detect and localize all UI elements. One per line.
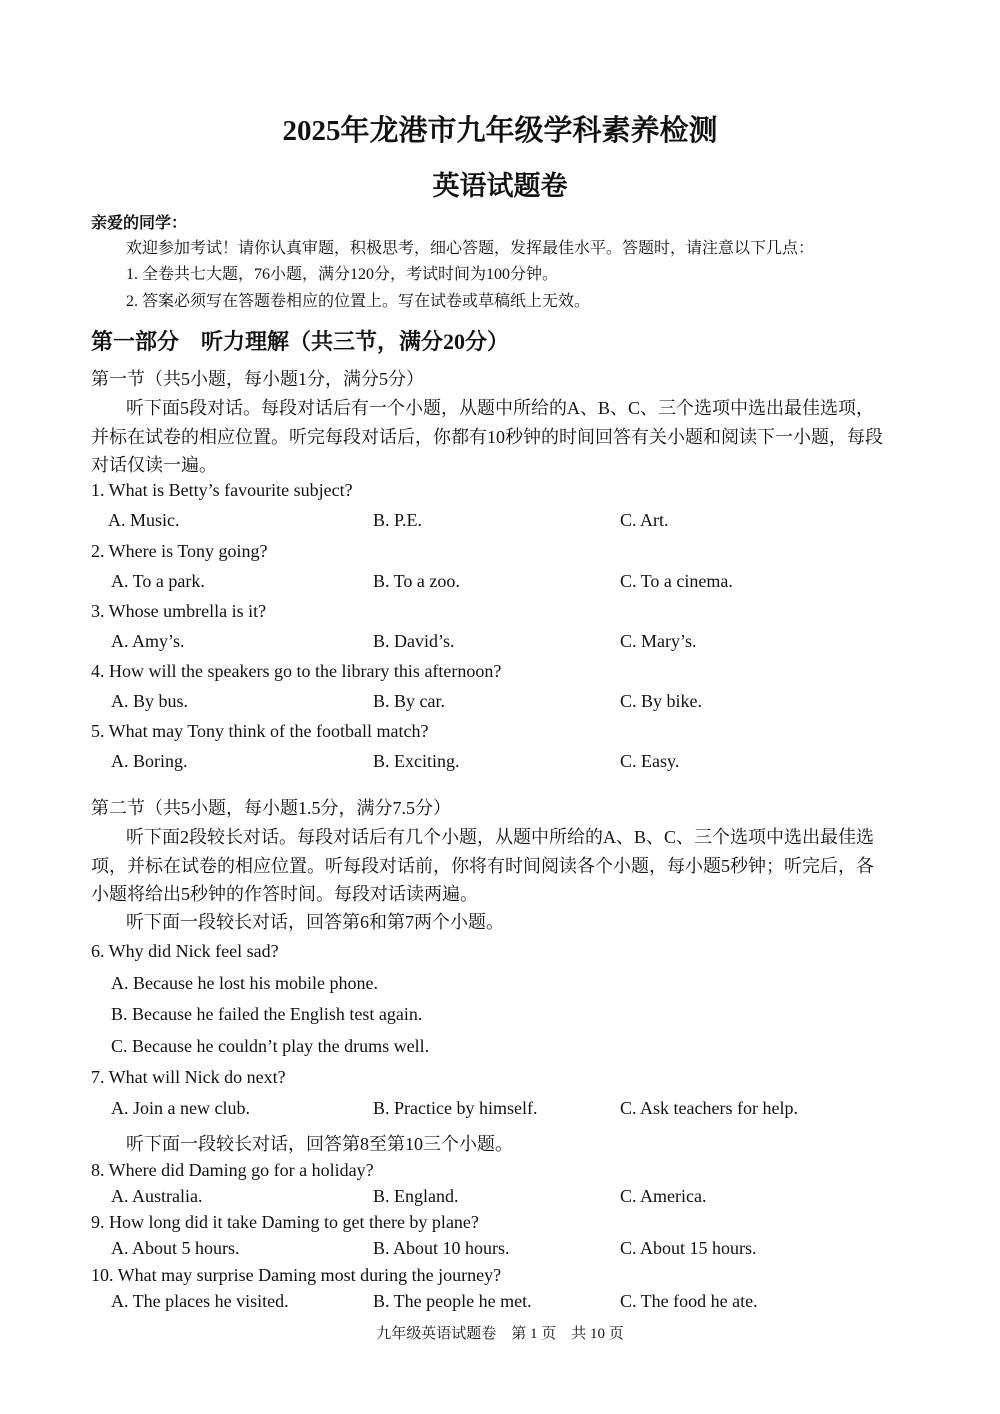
option-c: C. Ask teachers for help. (620, 1098, 798, 1118)
option-b: B. Because he failed the English test again. (111, 1004, 423, 1024)
option-b: B. The people he met. (373, 1291, 532, 1311)
option-c: C. Mary’s. (620, 631, 697, 651)
sec2-instr: 小题将给出5秒钟的作答时间。每段对话读两遍。 (91, 884, 478, 904)
page-footer: 九年级英语试题卷 第 1 页 共 10 页 (376, 1326, 624, 1342)
option-b: B. Exciting. (373, 751, 460, 771)
question: 2. Where is Tony going? (91, 541, 268, 561)
question: 1. What is Betty’s favourite subject? (91, 480, 353, 500)
option-c: C. By bike. (620, 691, 703, 711)
question: 8. Where did Daming go for a holiday? (91, 1160, 374, 1180)
option-a: A. Amy’s. (111, 631, 185, 651)
option-a: A. Music. (108, 510, 180, 530)
question: 10. What may surprise Daming most during the journey? (91, 1265, 502, 1285)
question: 7. What will Nick do next? (91, 1067, 286, 1087)
option-a: A. The places he visited. (111, 1291, 289, 1311)
dialog2-instr: 听下面一段较长对话，回答第8至第10三个小题。 (126, 1134, 513, 1154)
greeting: 亲爱的同学： (91, 215, 188, 232)
option-c: C. To a cinema. (620, 571, 733, 591)
option-c: C. Easy. (620, 751, 680, 771)
option-b: B. David’s. (373, 631, 455, 651)
option-a: A. Boring. (111, 751, 188, 771)
option-c: C. Art. (620, 510, 669, 530)
sec1-instr: 并标在试卷的相应位置。听完每段对话后，你都有10秒钟的时间回答有关小题和阅读下一小题，每段 (91, 427, 883, 447)
sec1-instr: 对话仅读一遍。 (91, 455, 217, 475)
question: 5. What may Tony think of the football match? (91, 721, 429, 741)
sec1-instr: 听下面5段对话。每段对话后有一个小题，从题中所给的A、B、C、三个选项中选出最佳选项， (126, 398, 875, 418)
option-a: A. Join a new club. (111, 1098, 250, 1118)
note-1: 1. 全卷共七大题，76小题，满分120分，考试时间为100分钟。 (126, 266, 559, 283)
option-c: C. America. (620, 1186, 707, 1206)
sec2-heading: 第二节（共5小题，每小题1.5分，满分7.5分） (91, 798, 451, 818)
option-b: B. To a zoo. (373, 571, 460, 591)
part1-heading: 第一部分 听力理解（共三节，满分20分） (91, 329, 510, 354)
option-a: A. About 5 hours. (111, 1238, 240, 1258)
option-b: B. P.E. (373, 510, 423, 530)
intro: 欢迎参加考试！请你认真审题，积极思考，细心答题，发挥最佳水平。答题时，请注意以下几点： (126, 240, 815, 257)
option-b: B. Practice by himself. (373, 1098, 538, 1118)
question: 6. Why did Nick feel sad? (91, 941, 279, 961)
option-a: A. To a park. (111, 571, 205, 591)
sec2-instr: 项，并标在试卷的相应位置。听每段对话前，你将有时间阅读各个小题，每小题5秒钟；听完后，各 (91, 856, 874, 876)
option-a: A. Australia. (111, 1186, 203, 1206)
option-b: B. About 10 hours. (373, 1238, 510, 1258)
option-b: B. By car. (373, 691, 445, 711)
question: 4. How will the speakers go to the library this afternoon? (91, 661, 502, 681)
option-b: B. England. (373, 1186, 459, 1206)
question: 9. How long did it take Daming to get there by plane? (91, 1212, 479, 1232)
exam-title: 2025年龙港市九年级学科素养检测 (282, 115, 718, 147)
option-a: A. By bus. (111, 691, 189, 711)
option-c: C. The food he ate. (620, 1291, 758, 1311)
sec2-instr: 听下面2段较长对话。每段对话后有几个小题，从题中所给的A、B、C、三个选项中选出最佳选 (126, 827, 875, 847)
option-a: A. Because he lost his mobile phone. (111, 973, 378, 993)
exam-subtitle: 英语试题卷 (432, 171, 568, 201)
note-2: 2. 答案必须写在答题卷相应的位置上。写在试卷或草稿纸上无效。 (126, 293, 591, 310)
dialog1-instr: 听下面一段较长对话，回答第6和第7两个小题。 (126, 912, 504, 932)
question: 3. Whose umbrella is it? (91, 601, 267, 621)
option-c: C. Because he couldn’t play the drums well. (111, 1036, 430, 1056)
sec1-heading: 第一节（共5小题，每小题1分，满分5分） (91, 369, 424, 389)
option-c: C. About 15 hours. (620, 1238, 757, 1258)
